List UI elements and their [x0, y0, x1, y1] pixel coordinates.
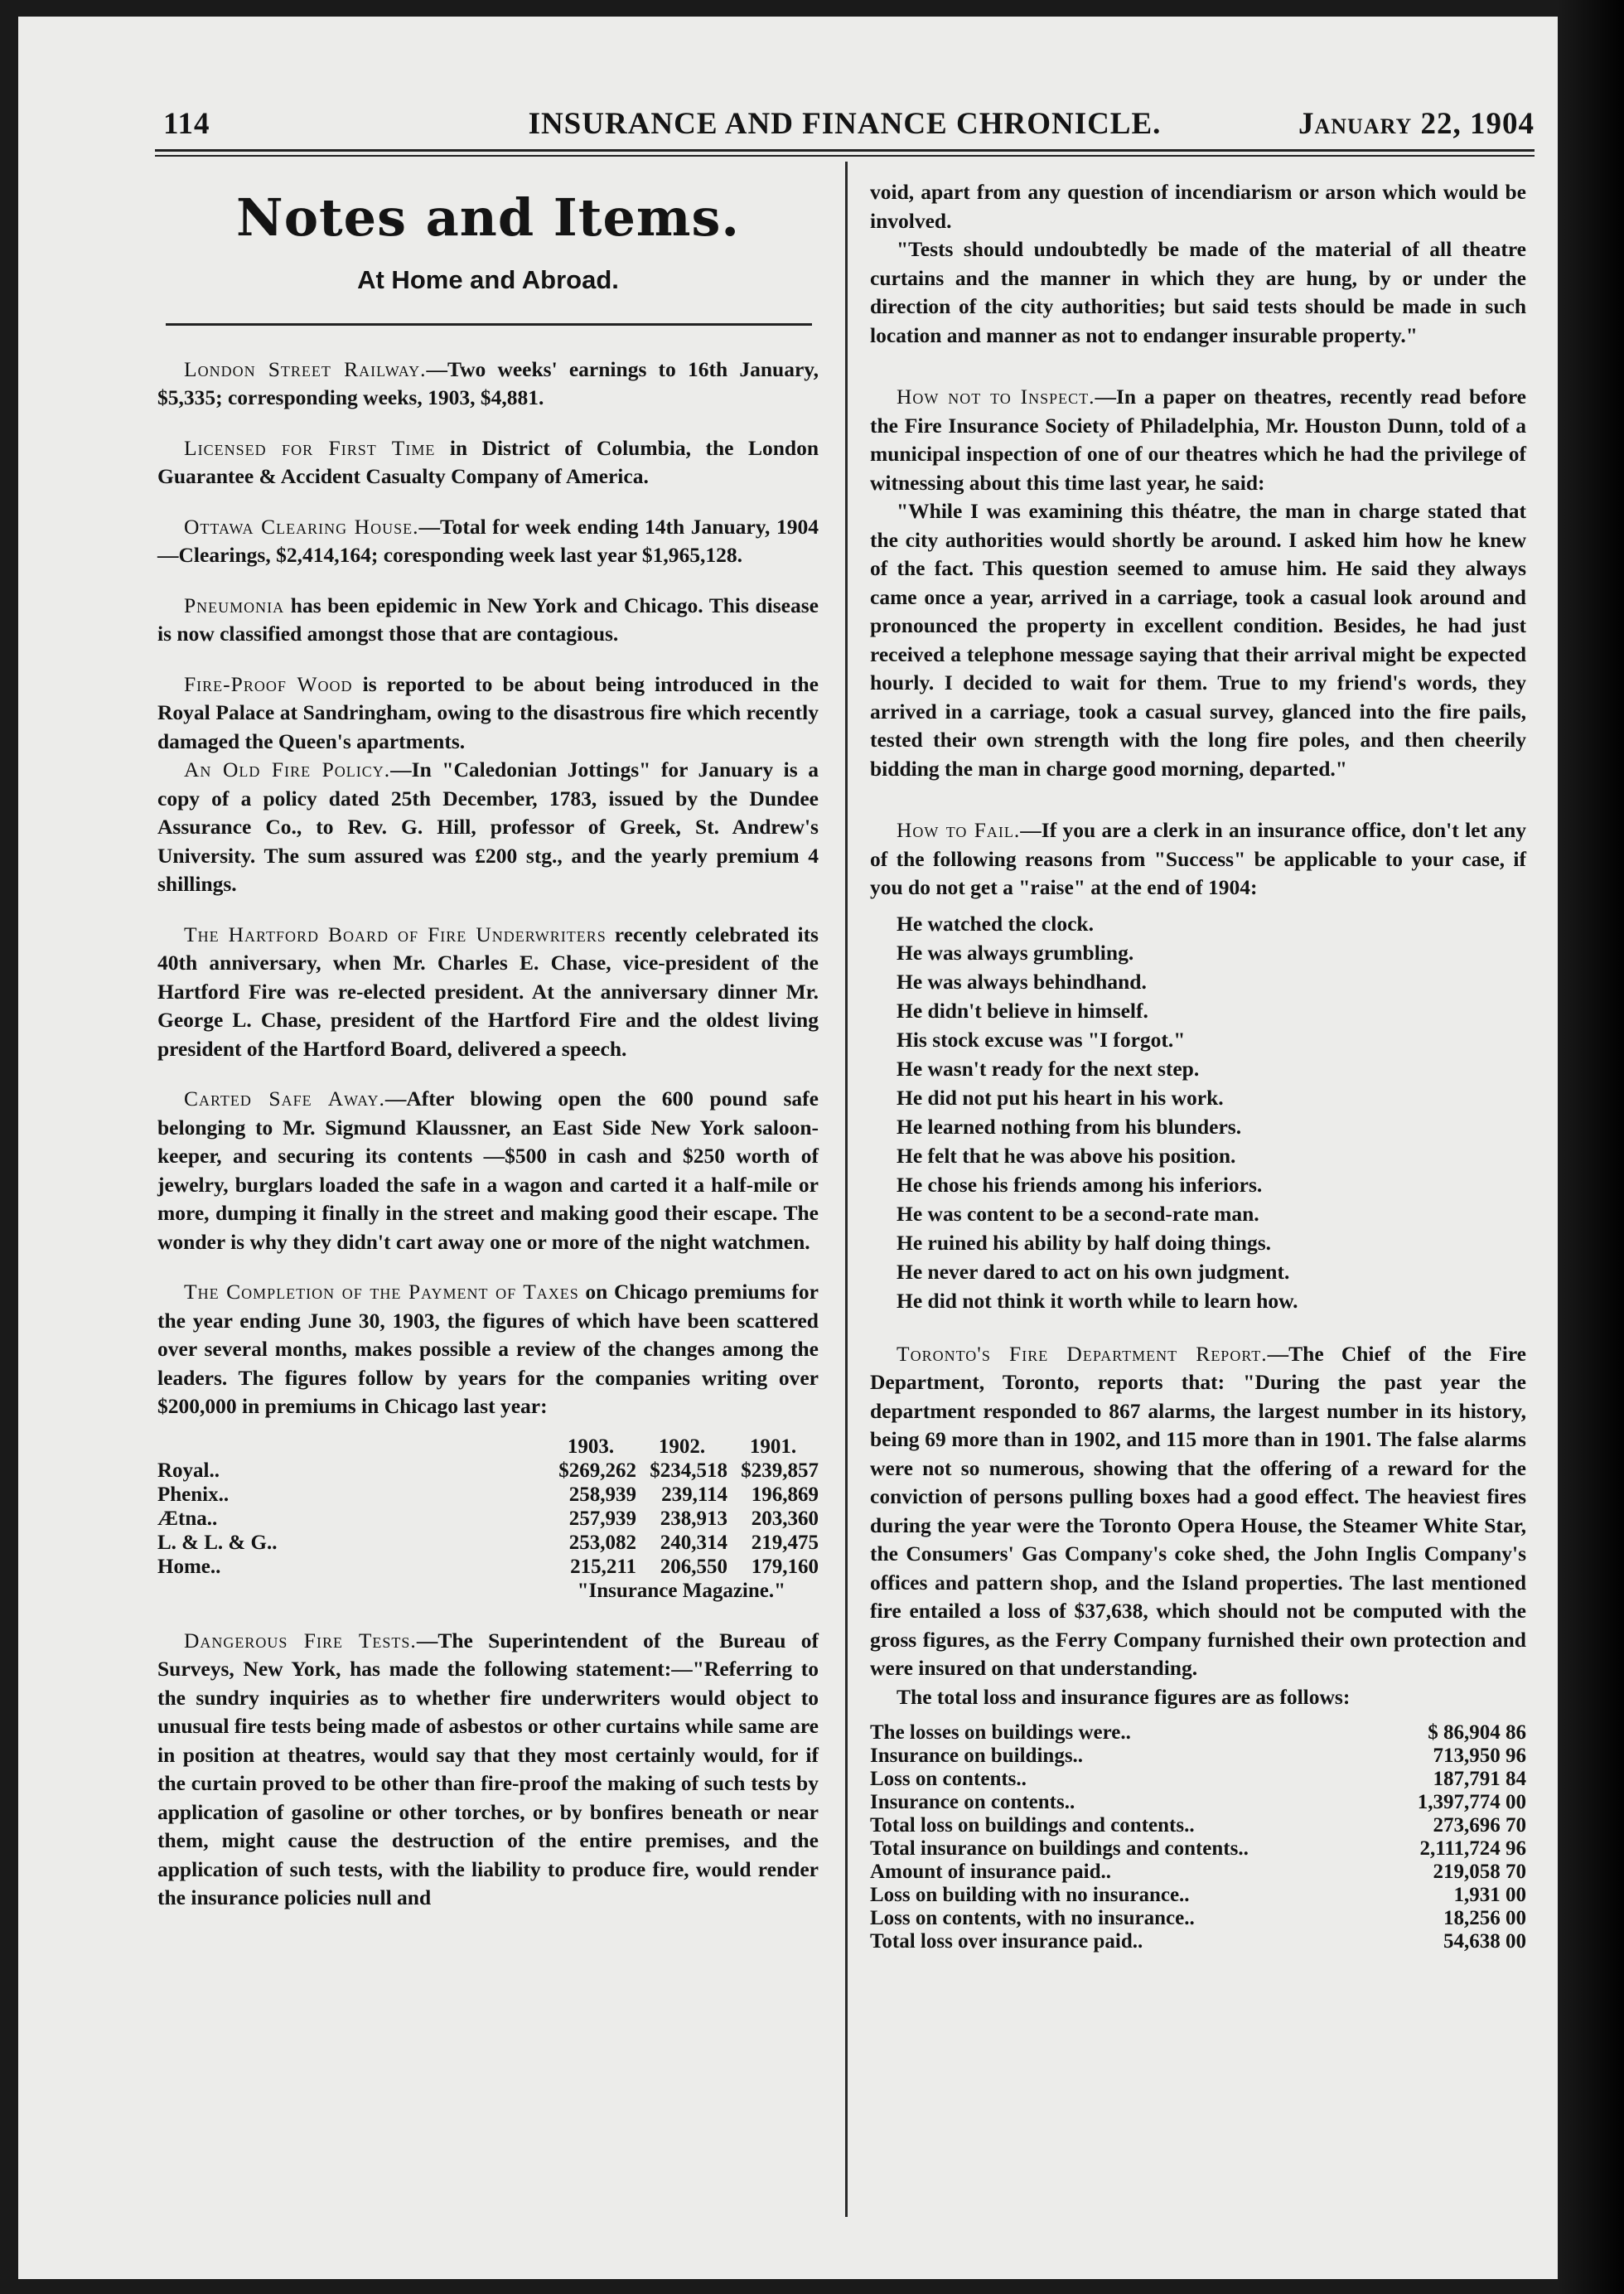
- left-column: [157, 178, 819, 1934]
- item-london-railway: London Street Railway.—Two weeks' earnings to 16th January, $5,335; corresponding weeks, 1903, $4,881.: [157, 356, 819, 409]
- item-toronto: Toronto's Fire Department Report.—The Chief of the Fire Department, Toronto, reports that: "During the past year the department responded to 867 alarms, the largest number in its history, being 69 more than in 1902, and 115 more than in 1901. The false alarms were not so numerous, showing that the offering of a reward for the conviction of persons pulling boxes had a good effect. The heaviest fires during the year were the Toronto Opera House, the Steamer White Star, the Consumers' Gas Company's coke shed, the John Inglis Company's offices and pattern shop, and the Island properties. The last mentioned fire entailed a loss of $37,638, which should not be computed with the gross figures, as the Ferry Company furnished their own protection and were insured on that understanding.: [870, 1341, 1526, 1680]
- inspect-quote: "While I was examining this théatre, the man in charge stated that the city authorities would shortly be around. I asked him how he knew of the fact. This question seemed to amuse him. He said they always came once a year, arrived in a carriage, took a casual look around and pronounced the property in excellent condition. Besides, he had just received a telephone message saying that their arrival might be expected hourly. I decided to wait for them. True to my friend's words, they arrived in a carriage, took a casual survey, glanced into the fire pails, tested their own strength with the long fire poles, and then cheerily bidding the man in charge good morning, departed.": [870, 499, 1526, 781]
- col-1901: 1901.: [749, 1435, 797, 1458]
- list-item: He did not think it worth while to learn how.: [897, 1288, 1298, 1313]
- item-taxes: The Completion of the Payment of Taxes on Chicago premiums for the year ending June 30, 1903, the figures of which have been scattered over several months, makes possible a review of the changes among the leaders. The figures follow by years for the companies writing over $200,000 in premiums in Chicago last year:: [157, 1280, 819, 1418]
- page-header: [155, 106, 1535, 144]
- list-item: He felt that he was above his position.: [897, 1143, 1236, 1168]
- table-row: The losses on buildings were.. $ 86,904 86: [870, 1721, 1526, 1744]
- list-item: He watched the clock.: [897, 911, 1094, 936]
- list-item: He ruined his ability by half doing things.: [897, 1230, 1272, 1255]
- toronto-intro: The total loss and insurance figures are as follows:: [897, 1684, 1351, 1709]
- table-row: Insurance on buildings.. 713,950 96: [870, 1745, 1526, 1767]
- item-pneumonia: Pneumonia has been epidemic in New York and Chicago. This disease is now classified amongst those that are contagious.: [157, 593, 819, 646]
- newspaper-page: [18, 17, 1558, 2279]
- table-row: L. & L. & G.. 253,082 240,314 219,475: [157, 1531, 819, 1554]
- table-row: Loss on building with no insurance.. 1,931 00: [870, 1884, 1526, 1906]
- table-row: Total insurance on buildings and contents.. 2,111,724 96: [870, 1837, 1526, 1860]
- list-item: He didn't believe in himself.: [897, 998, 1148, 1023]
- table-row: Total loss on buildings and contents.. 273,696 70: [870, 1814, 1526, 1837]
- table-row: Ætna.. 257,939 238,913 203,360: [157, 1507, 819, 1530]
- item-inspect: How not to Inspect.—In a paper on theatres, recently read before the Fire Insurance Society of Philadelphia, Mr. Houston Dunn, told of a municipal inspection of one of our theatres which he had the privilege of witnessing about this time last year, he said:: [870, 385, 1526, 495]
- item-hartford: The Hartford Board of Fire Underwriters recently celebrated its 40th anniversary, when Mr. Charles E. Chase, vice-president of the Hartford Fire was re-elected president. At the anniversary dinner Mr. George L. Chase, president of the Hartford Fire and the oldest living president of the Hartford Board, delivered a speech.: [157, 922, 819, 1061]
- loss-table: [870, 1721, 1526, 1953]
- section-divider: [166, 323, 812, 326]
- table-row: Home.. 215,211 206,550 179,160: [157, 1555, 819, 1578]
- list-item: He was always behindhand.: [897, 969, 1147, 994]
- list-item: He was content to be a second-rate man.: [897, 1201, 1259, 1226]
- binding-shadow: [1558, 0, 1624, 2294]
- dangerous-quote: "Tests should undoubtedly be made of the material of all theatre curtains and the manner in which they are hung, by or under the direction of the city authorities; but said tests should be made in such location and manner as not to endanger insurable property.": [870, 237, 1526, 347]
- column-divider: [845, 162, 848, 2217]
- item-dangerous-tests: Dangerous Fire Tests.—The Superintendent of the Bureau of Surveys, New York, has made the following statement:—"Referring to the sundry inquiries as to whether fire underwriters would object to unusual fire tests being made of asbestos or other curtains while same are in position at theatres, would say that they most certainly would, for if the curtain proved to be other than fire-proof the making of such tests by application of gasoline or other torches, or by bonfires beneath or near them, might cause the destruction of the entire premises, and the application of such tests, with the liability to produce fire, would render the insurance policies null and: [157, 1628, 819, 1909]
- col-1903: 1903.: [567, 1435, 615, 1458]
- fail-reasons-list: [897, 909, 1526, 1315]
- right-column: [870, 178, 1526, 1953]
- table-header-row: [157, 1435, 819, 1459]
- issue-date: January 22, 1904: [1298, 107, 1535, 141]
- list-item: He wasn't ready for the next step.: [897, 1056, 1200, 1081]
- table-source: "Insurance Magazine.": [577, 1579, 785, 1602]
- item-safe: Carted Safe Away.—After blowing open the 600 pound safe belonging to Mr. Sigmund Klaussner, an East Side New York saloon-keeper, and securing its contents —$500 in cash and $250 worth of jewelry, burglars loaded the safe in a wagon and carted it a half-mile or more, dumping it finally in the street and making good their escape. The wonder is why they didn't cart away one or more of the night watchmen.: [157, 1087, 819, 1254]
- item-old-policy: An Old Fire Policy.—In "Caledonian Jottings" for January is a copy of a policy dated 25th December, 1783, issued by the Dundee Assurance Co., to Rev. G. Hill, professor of Greek, St. Andrew's University. The sum assured was £200 stg., and the yearly premium 4 shillings.: [157, 757, 819, 896]
- list-item: He did not put his heart in his work.: [897, 1085, 1224, 1110]
- section-subtitle: At Home and Abroad.: [357, 265, 619, 294]
- item-licensed: Licensed for First Time in District of Columbia, the London Guarantee & Accident Casualty Company of America.: [157, 435, 819, 488]
- list-item: His stock excuse was "I forgot.": [897, 1027, 1186, 1052]
- list-item: He was always grumbling.: [897, 940, 1134, 965]
- item-fail: How to Fail.—If you are a clerk in an insurance office, don't let any of the following reasons from "Success" be applicable to your case, if you do not get a "raise" at the end of 1904:: [870, 818, 1527, 899]
- table-row: Loss on contents, with no insurance.. 18,256 00: [870, 1907, 1526, 1929]
- list-item: He never dared to act on his own judgment.: [897, 1259, 1290, 1284]
- header-rule: [155, 149, 1535, 157]
- journal-title: INSURANCE AND FINANCE CHRONICLE.: [528, 107, 1162, 141]
- table-row: Royal.. $269,262 $234,518 $239,857: [157, 1459, 819, 1482]
- table-row: Amount of insurance paid.. 219,058 70: [870, 1861, 1526, 1883]
- table-row: Insurance on contents.. 1,397,774 00: [870, 1791, 1526, 1813]
- dangerous-continued: void, apart from any question of incendiarism or arson which would be involved.: [870, 180, 1526, 233]
- section-title: Notes and Items.: [236, 187, 740, 248]
- table-row: Total loss over insurance paid.. 54,638 00: [870, 1930, 1526, 1953]
- item-ottawa: Ottawa Clearing House.—Total for week ending 14th January, 1904—Clearings, $2,414,164; coresponding week last year $1,965,128.: [157, 514, 819, 567]
- list-item: He chose his friends among his inferiors.: [897, 1172, 1263, 1197]
- premium-table: [157, 1435, 819, 1579]
- list-item: He learned nothing from his blunders.: [897, 1114, 1242, 1139]
- item-fireproof-wood: Fire-Proof Wood is reported to be about being introduced in the Royal Palace at Sandringham, owing to the disastrous fire which recently damaged the Queen's apartments.: [157, 671, 819, 753]
- table-row: Phenix.. 258,939 239,114 196,869: [157, 1483, 819, 1506]
- table-row: Loss on contents.. 187,791 84: [870, 1768, 1526, 1790]
- col-1902: 1902.: [658, 1435, 706, 1458]
- page-number: 114: [163, 107, 210, 141]
